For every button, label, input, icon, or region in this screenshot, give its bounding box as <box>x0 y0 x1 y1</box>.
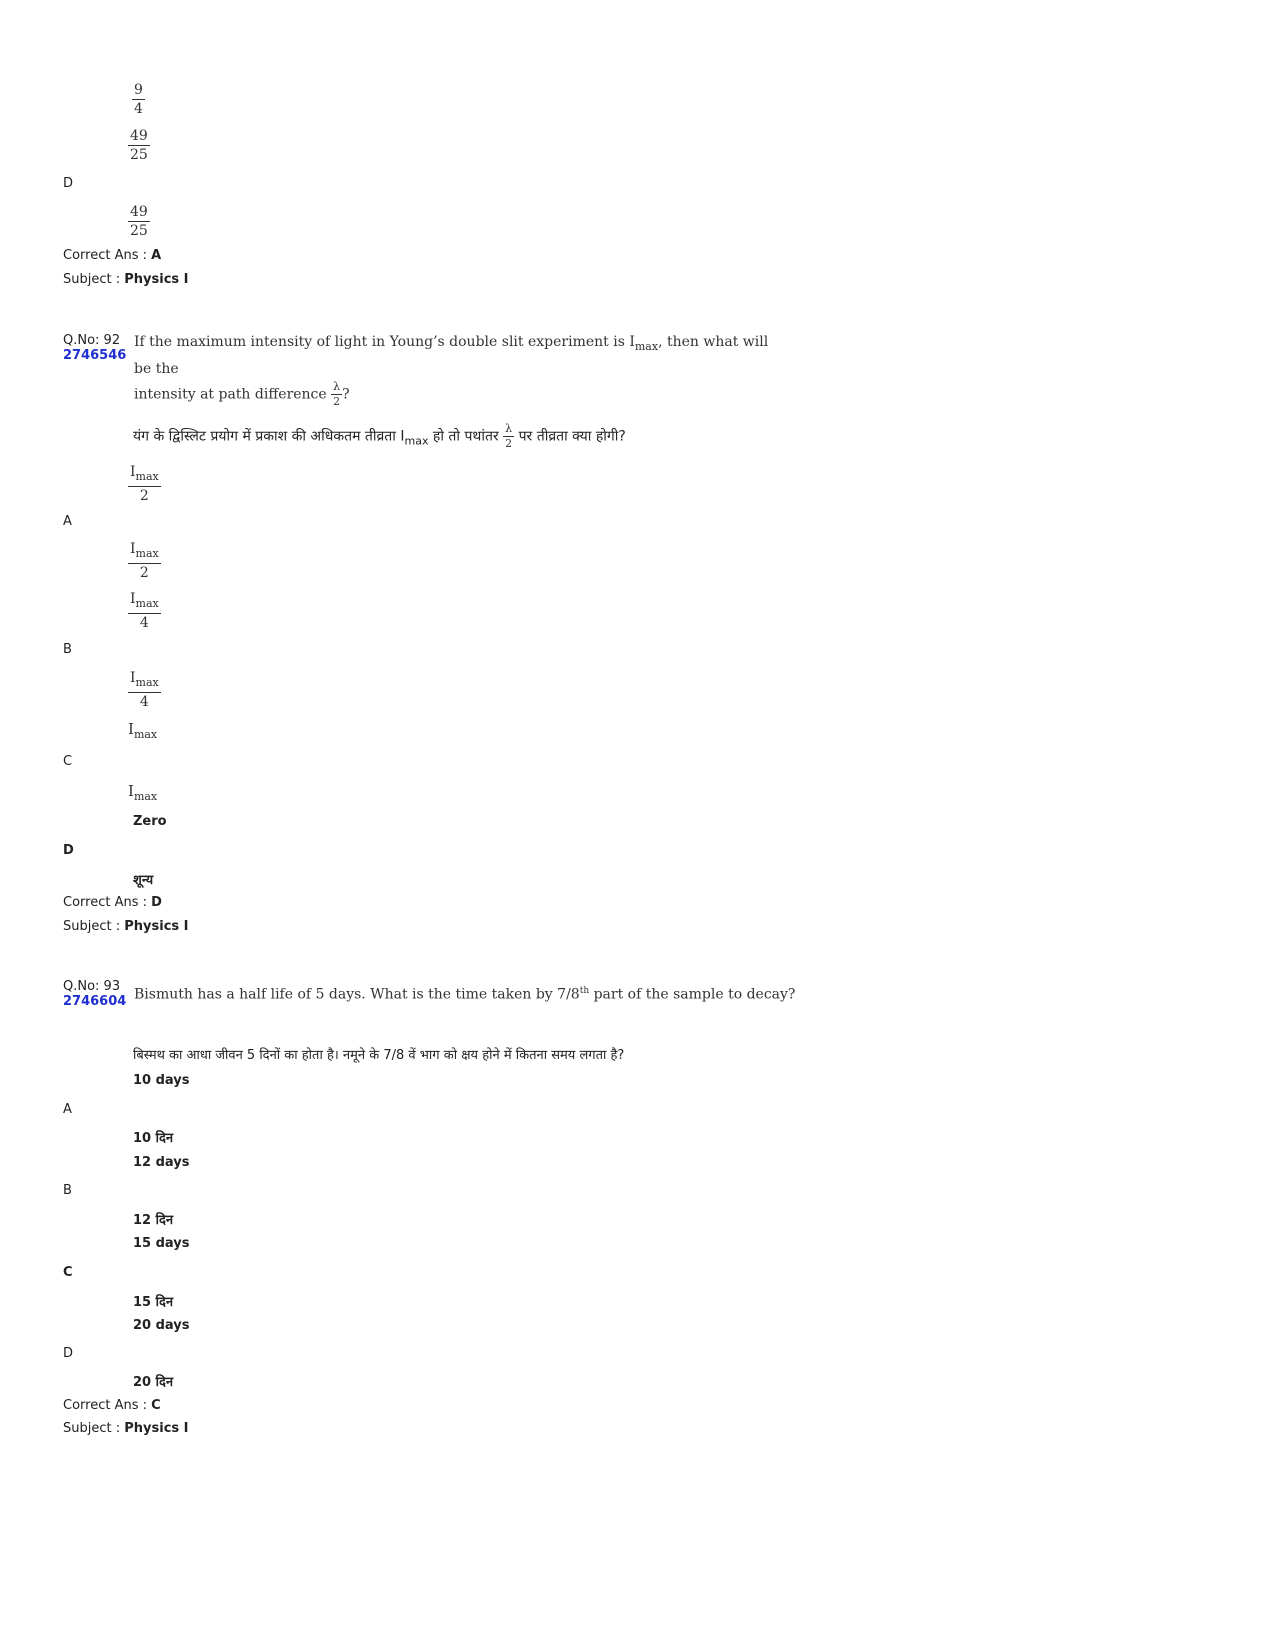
question-text: If the maximum intensity of light in Young’s double slit experiment is $I_{max}$, then what will be the intensity at path difference $\frac{\lambda}{2}$ ? <box>134 334 769 408</box>
option-a-hindi: $\frac{I_{max}}{2}$ <box>130 541 159 581</box>
option-letter-d: D <box>63 176 74 191</box>
subject: Subject : Physics I <box>63 272 189 287</box>
option-a-hindi: 10 दिन <box>133 1131 174 1146</box>
option-d-hindi: 20 दिन <box>133 1375 174 1390</box>
option-letter-a: A <box>63 514 72 529</box>
option-a-english: 10 days <box>133 1073 190 1088</box>
question-number: Q.No: 92 2746546 <box>63 333 127 363</box>
option-letter-d-correct: D <box>63 843 74 858</box>
question-text-hindi: यंग के द्विस्लिट प्रयोग में प्रकाश की अधिकतम तीव्रता $I_{max}$ हो तो पथांतर $\frac{\lambda}{2}$ पर तीव्रता क्या होगी? <box>133 422 626 450</box>
option-b-english: 12 days <box>133 1155 190 1170</box>
option-letter-d: D <box>63 1346 74 1361</box>
option-b-hindi: 12 दिन <box>133 1213 174 1228</box>
option-b-hindi: $\frac{I_{max}}{4}$ <box>130 670 159 710</box>
option-letter-c: C <box>63 754 73 769</box>
option-c-hindi: 15 दिन <box>133 1295 174 1310</box>
option-d-hindi: शून्य <box>133 873 154 888</box>
option-letter-b: B <box>63 1183 72 1198</box>
subject: Subject : Physics I <box>63 1421 189 1436</box>
question-number: Q.No: 93 2746604 <box>63 979 127 1009</box>
question-text-hindi: बिस्मथ का आधा जीवन 5 दिनों का होता है। नमूने के 7/8 वें भाग को क्षय होने में कितना समय लगता है? <box>133 1048 625 1063</box>
correct-answer: Correct Ans : A <box>63 248 162 263</box>
option-c-hindi: $I_{max}$ <box>128 782 158 803</box>
option-c-hindi-fraction: $\frac{49}{25}$ <box>130 128 148 163</box>
correct-answer: Correct Ans : C <box>63 1398 161 1413</box>
option-c-english: $I_{max}$ <box>128 720 158 741</box>
question-id: 2746546 <box>63 348 127 363</box>
option-letter-a: A <box>63 1102 72 1117</box>
correct-answer: Correct Ans : D <box>63 895 162 910</box>
option-letter-b: B <box>63 642 72 657</box>
option-d-fraction: $\frac{49}{25}$ <box>130 204 148 239</box>
question-text: Bismuth has a half life of 5 days. What is the time taken by 7/8th part of the sample to decay? <box>134 986 796 1003</box>
option-letter-c-correct: C <box>63 1265 73 1280</box>
option-d-english: Zero <box>133 814 167 829</box>
subject: Subject : Physics I <box>63 919 189 934</box>
option-d-english: 20 days <box>133 1318 190 1333</box>
option-b-english: $\frac{I_{max}}{4}$ <box>130 591 159 631</box>
question-id: 2746604 <box>63 994 127 1009</box>
option-c-english-fraction: $\frac{9}{4}$ <box>134 82 143 117</box>
option-c-english: 15 days <box>133 1236 190 1251</box>
option-a-english: $\frac{I_{max}}{2}$ <box>130 464 159 504</box>
